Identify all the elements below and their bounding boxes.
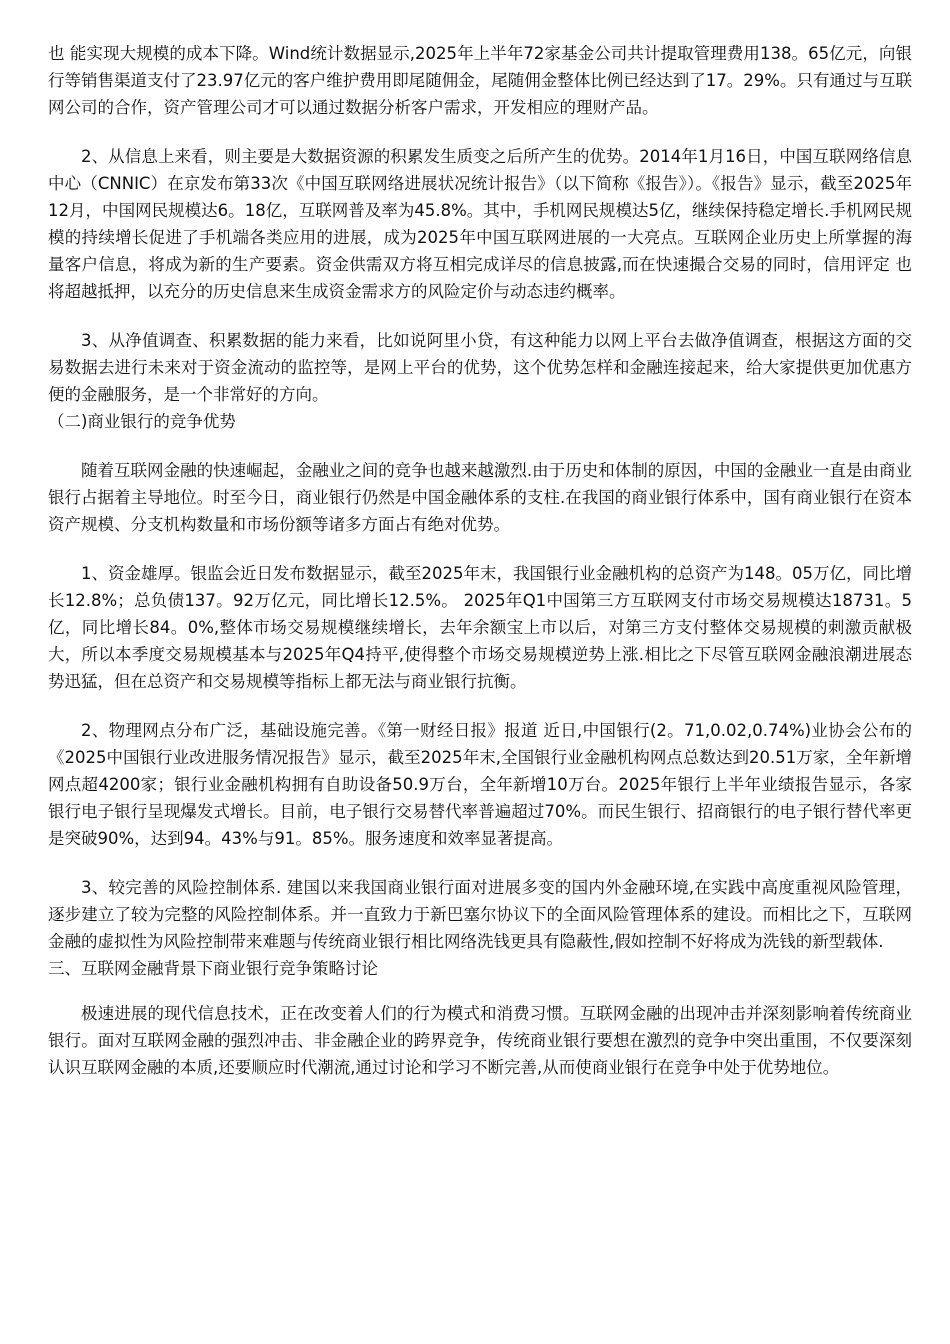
document-page — [48, 40, 912, 1081]
section-heading-strategy: 三、互联网金融背景下商业银行竞争策略讨论 — [48, 959, 378, 978]
paragraph-risk-control: 3、较完善的风险控制体系. 建国以来我国商业银行面对进展多变的国内外金融环境,在实践中高度重视风险管理，逐步建立了较为完整的风险控制体系。并一直致力于新巴塞尔协议下的全面风险管理体系的建设。而相比之下，互联网金融的虚拟性为风险控制带来难题与传统商业银行相比网络洗钱更具有隐蔽性,假如控制不好将成为洗钱的新型载体. — [48, 878, 912, 951]
paragraph-strategy-intro: 极速进展的现代信息技术，正在改变着人们的行为模式和消费习惯。互联网金融的出现冲击并深刻影响着传统商业银行。面对互联网金融的强烈冲击、非金融企业的跨界竞争，传统商业银行要想在激烈的竞争中突出重围，不仅要深刻认识互联网金融的本质,还要顺应时代潮流,通过讨论和学习不断完善,从而使商业银行在竞争中处于优势地位。 — [48, 1004, 912, 1077]
paragraph-capital-strength: 1、资金雄厚。银监会近日发布数据显示，截至2025年末，我国银行业金融机构的总资产为148。05万亿，同比增长12.8%；总负债137。92万亿元，同比增长12.5%。 2025年Q1中国第三方互联网支付市场交易规模达18731。5亿，同比增长84。0%,整体市场交易规模继续增长，去年余额宝上市以后，对第三方支付整体交易规模的刺激贡献极大，所以本季度交易规模基本与2025年Q4持平,使得整个市场交易规模逆势上涨.相比之下尽管互联网金融浪潮进展态势迅猛，但在总资产和交易规模等指标上都无法与商业银行抗衡。 — [48, 564, 912, 691]
paragraph-cost-reduction: 也 能实现大规模的成本下降。Wind统计数据显示,2025年上半年72家基金公司共计提取管理费用138。65亿元，向银行等销售渠道支付了23.97亿元的客户维护费用即尾随佣金，尾随佣金整体比例已经达到了17。29%。只有通过与互联网公司的合作，资产管理公司才可以通过数据分析客户需求，开发相应的理财产品。 — [48, 44, 912, 117]
paragraph-information-advantage: 2、从信息上来看，则主要是大数据资源的积累发生质变之后所产生的优势。2014年1月16日，中国互联网络信息中心（CNNIC）在京发布第33次《中国互联网络进展状况统计报告》（以下简称《报告》）。《报告》显示，截至2025年12月，中国网民规模达6。18亿，互联网普及率为45.8%。其中，手机网民规模达5亿，继续保持稳定增长.手机网民规模的持续增长促进了手机端各类应用的进展，成为2025年中国互联网进展的一大亮点。互联网企业历史上所掌握的海量客户信息，将成为新的生产要素。资金供需双方将互相完成详尽的信息披露,而在快速撮合交易的同时，信用评定 也将超越抵押，以充分的历史信息来生成资金需求方的风险定价与动态违约概率。 — [48, 147, 912, 301]
paragraph-bank-dominance: 随着互联网金融的快速崛起，金融业之间的竞争也越来越激烈.由于历史和体制的原因，中国的金融业一直是由商业银行占据着主导地位。时至今日，商业银行仍然是中国金融体系的支柱.在我国的商业银行体系中，国有商业银行在资本资产规模、分支机构数量和市场份额等诸多方面占有绝对优势。 — [48, 461, 912, 534]
section-heading-bank-advantages: （二)商业银行的竞争优势 — [48, 412, 236, 431]
paragraph-data-capability: 3、从净值调查、积累数据的能力来看，比如说阿里小贷，有这种能力以网上平台去做净值调查，根据这方面的交易数据去进行未来对于资金流动的监控等，是网上平台的优势，这个优势怎样和金融连接起来，给大家提供更加优惠方便的金融服务，是一个非常好的方向。 — [48, 331, 912, 404]
paragraph-branch-network: 2、物理网点分布广泛，基础设施完善。《第一财经日报》报道 近日,中国银行(2。71,0.02,0.74%)业协会公布的《2025中国银行业改进服务情况报告》显示，截至2025年末,全国银行业金融机构网点总数达到20.51万家，全年新增网点超4200家；银行业金融机构拥有自助设备50.9万台，全年新增10万台。2025年银行上半年业绩报告显示，各家银行电子银行呈现爆发式增长。目前，电子银行交易替代率普遍超过70%。而民生银行、招商银行的电子银行替代率更是突破90%，达到94。43%与91。85%。服务速度和效率显著提高。 — [48, 721, 912, 848]
